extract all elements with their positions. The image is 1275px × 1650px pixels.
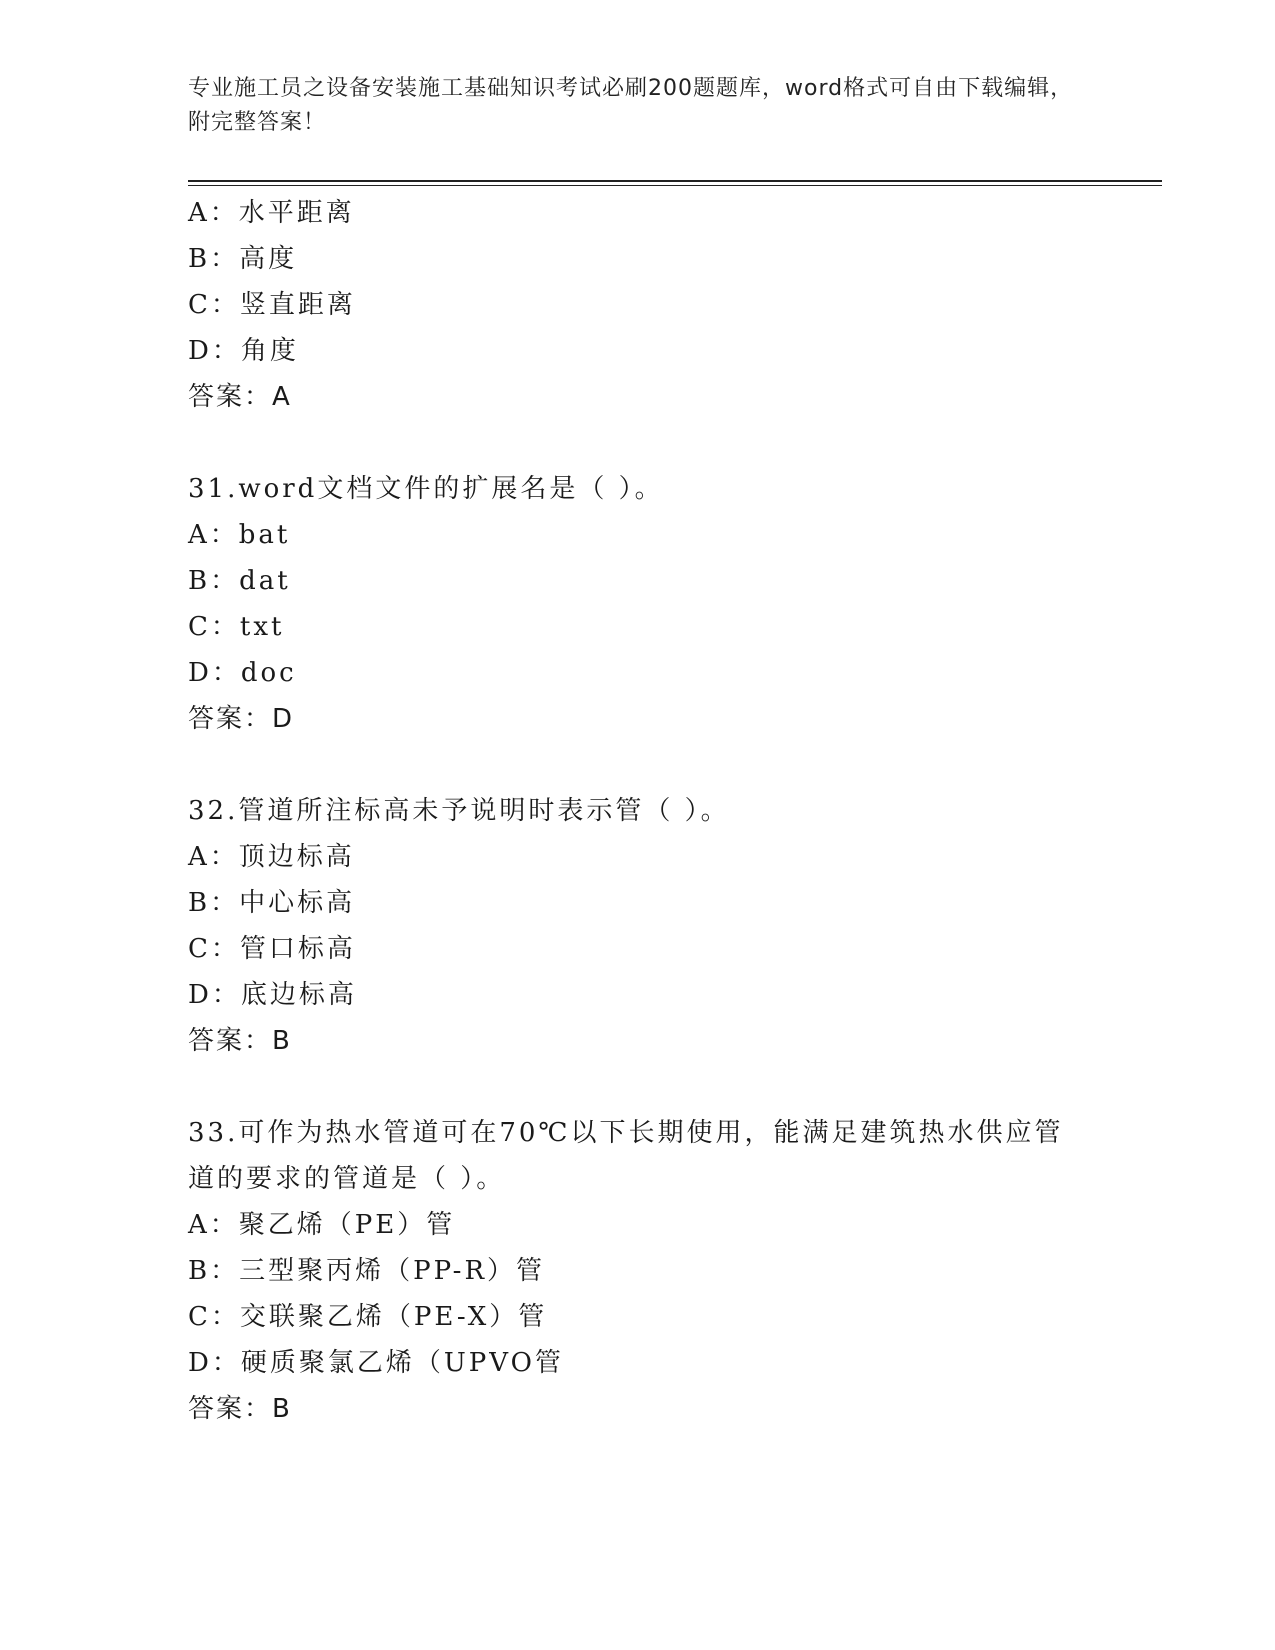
question-32	[188, 788, 1088, 1064]
document-header: 专业施工员之设备安装施工基础知识考试必刷200题题库，word格式可自由下载编辑，附完整答案！	[188, 76, 1074, 135]
option-b: B：dat	[188, 566, 291, 596]
option-a: A：顶边标高	[188, 842, 355, 872]
option-a: A：水平距离	[188, 198, 355, 228]
answer-line: 答案：D	[188, 704, 295, 734]
document-body	[188, 190, 1088, 1432]
question-30-continued	[188, 190, 1088, 420]
option-c: C：管口标高	[188, 934, 356, 964]
answer-line: 答案：B	[188, 1026, 292, 1056]
option-b: B：中心标高	[188, 888, 356, 918]
option-c: C：交联聚乙烯（PE-X）管	[188, 1302, 548, 1332]
question-31	[188, 466, 1088, 742]
option-d: D：硬质聚氯乙烯（UPVO管	[188, 1348, 564, 1378]
question-33	[188, 1110, 1088, 1432]
option-a: A：聚乙烯（PE）管	[188, 1210, 456, 1240]
option-a: A：bat	[188, 520, 291, 550]
option-d: D：doc	[188, 658, 297, 688]
option-c: C：txt	[188, 612, 285, 642]
option-d: D：角度	[188, 336, 299, 366]
option-c: C：竖直距离	[188, 290, 356, 320]
header-divider-thin	[188, 185, 1162, 186]
header-divider-thick	[188, 180, 1162, 182]
answer-line: 答案：A	[188, 382, 292, 412]
option-b: B：高度	[188, 244, 298, 274]
option-b: B：三型聚丙烯（PP-R）管	[188, 1256, 546, 1286]
question-stem: 31.word文档文件的扩展名是（ ）。	[188, 474, 664, 504]
answer-line: 答案：B	[188, 1394, 292, 1424]
question-stem: 32.管道所注标高未予说明时表示管（ ）。	[188, 796, 730, 826]
question-stem: 33.可作为热水管道可在70℃以下长期使用，能满足建筑热水供应管道的要求的管道是（ ）。	[188, 1118, 1064, 1194]
option-d: D：底边标高	[188, 980, 357, 1010]
